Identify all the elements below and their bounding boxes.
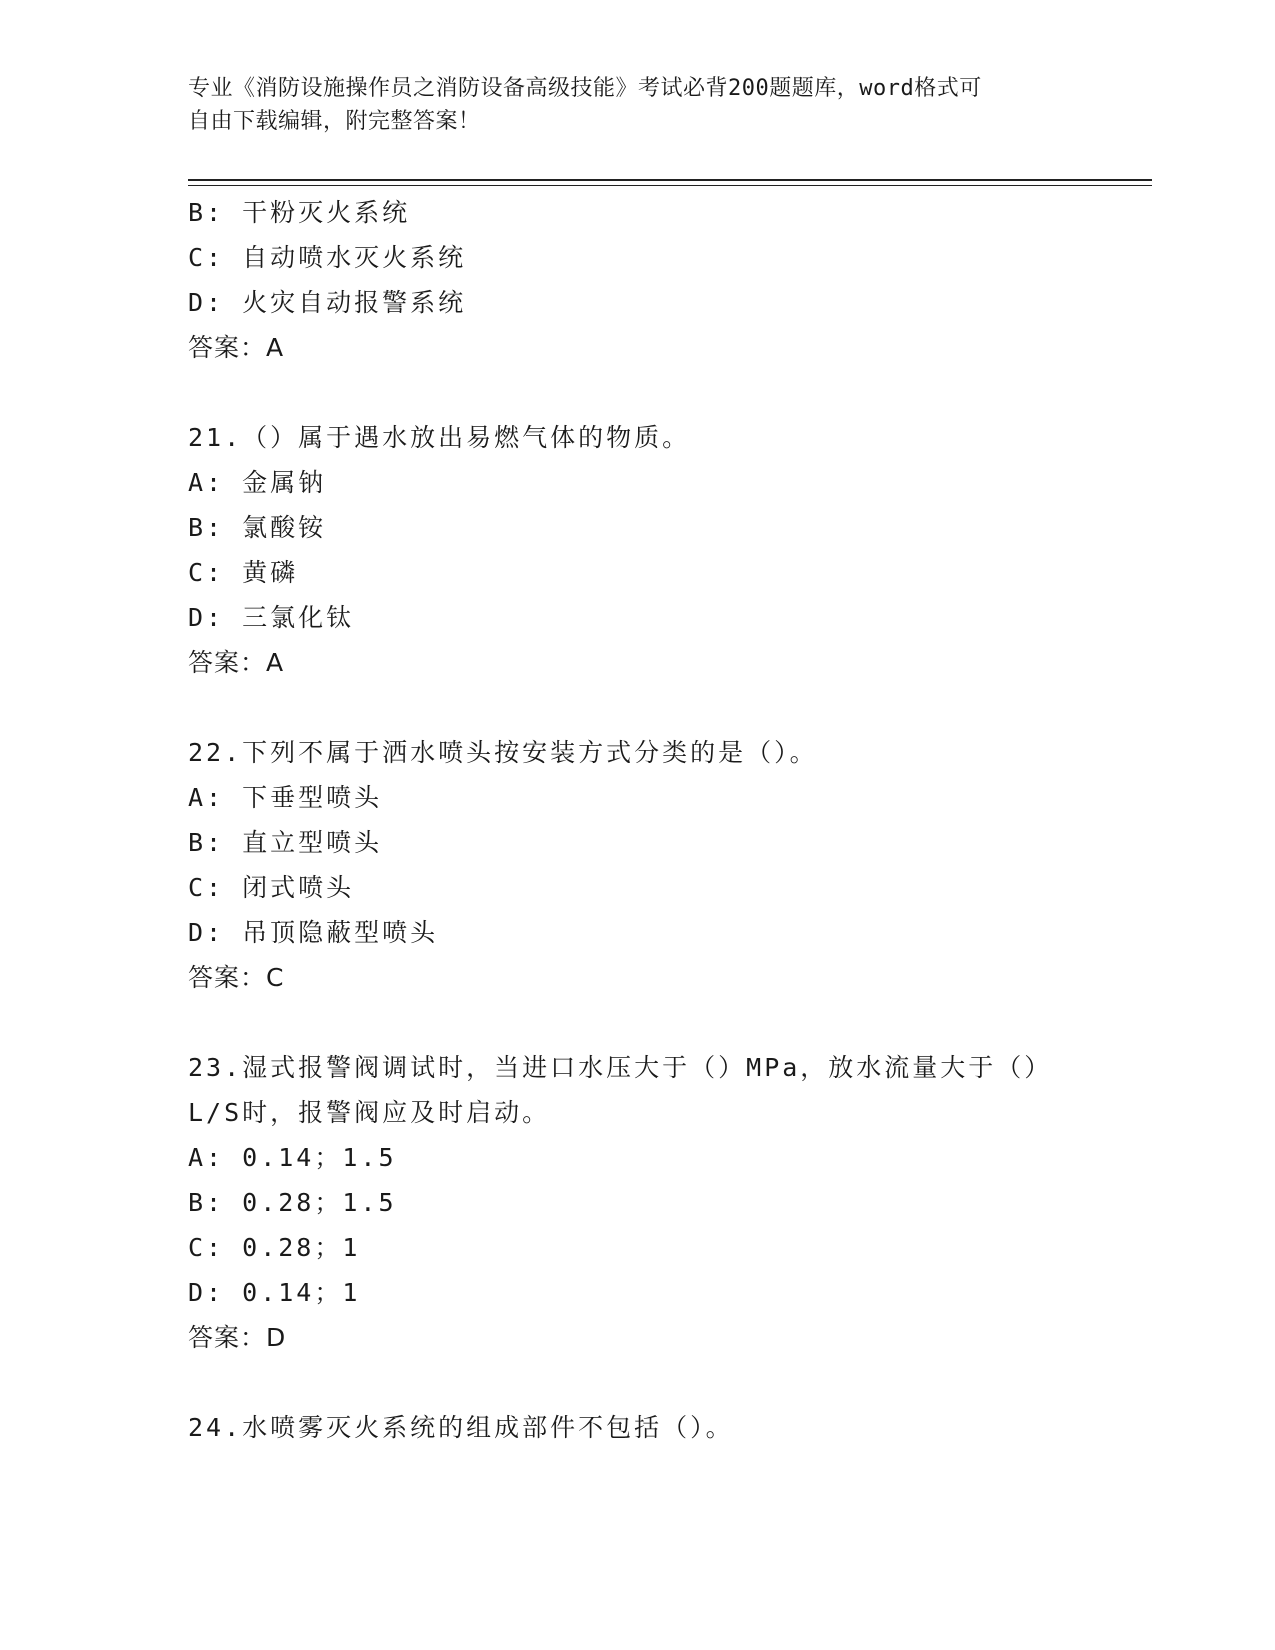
option-b: B: 0.28；1.5 — [188, 1188, 397, 1217]
option-a: A: 下垂型喷头 — [188, 783, 383, 812]
option-c: C: 黄磷 — [188, 558, 299, 587]
answer-line: 答案：C — [188, 963, 285, 992]
option-c: C: 闭式喷头 — [188, 873, 355, 902]
question-stem-24: 24.水喷雾灭火系统的组成部件不包括（）。 — [188, 1413, 734, 1442]
question-stem-23: 23.湿式报警阀调试时，当进口水压大于（）MPa，放水流量大于（） — [188, 1053, 1053, 1082]
header-divider-thin — [188, 185, 1152, 186]
option-d: D: 吊顶隐蔽型喷头 — [188, 918, 439, 947]
option-c: C: 自动喷水灭火系统 — [188, 243, 467, 272]
header-line-2: 自由下载编辑，附完整答案！ — [188, 109, 481, 134]
document-header — [188, 72, 1068, 138]
option-d: D: 三氯化钛 — [188, 603, 355, 632]
option-a: A: 金属钠 — [188, 468, 327, 497]
option-b: B: 干粉灭火系统 — [188, 198, 411, 227]
header-line-1: 专业《消防设施操作员之消防设备高级技能》考试必背200题题库，word格式可 — [188, 76, 982, 101]
answer-line: 答案：A — [188, 648, 285, 677]
answer-line: 答案：D — [188, 1323, 287, 1352]
option-b: B: 氯酸铵 — [188, 513, 327, 542]
option-d: D: 火灾自动报警系统 — [188, 288, 467, 317]
question-stem-23-cont: L/S时，报警阀应及时启动。 — [188, 1098, 551, 1127]
answer-line: 答案：A — [188, 333, 285, 362]
question-stem-22: 22.下列不属于洒水喷头按安装方式分类的是（）。 — [188, 738, 818, 767]
header-divider-thick — [188, 179, 1152, 181]
option-a: A: 0.14；1.5 — [188, 1143, 397, 1172]
option-d: D: 0.14；1 — [188, 1278, 361, 1307]
option-c: C: 0.28；1 — [188, 1233, 361, 1262]
option-b: B: 直立型喷头 — [188, 828, 383, 857]
question-stem-21: 21.（）属于遇水放出易燃气体的物质。 — [188, 423, 691, 452]
